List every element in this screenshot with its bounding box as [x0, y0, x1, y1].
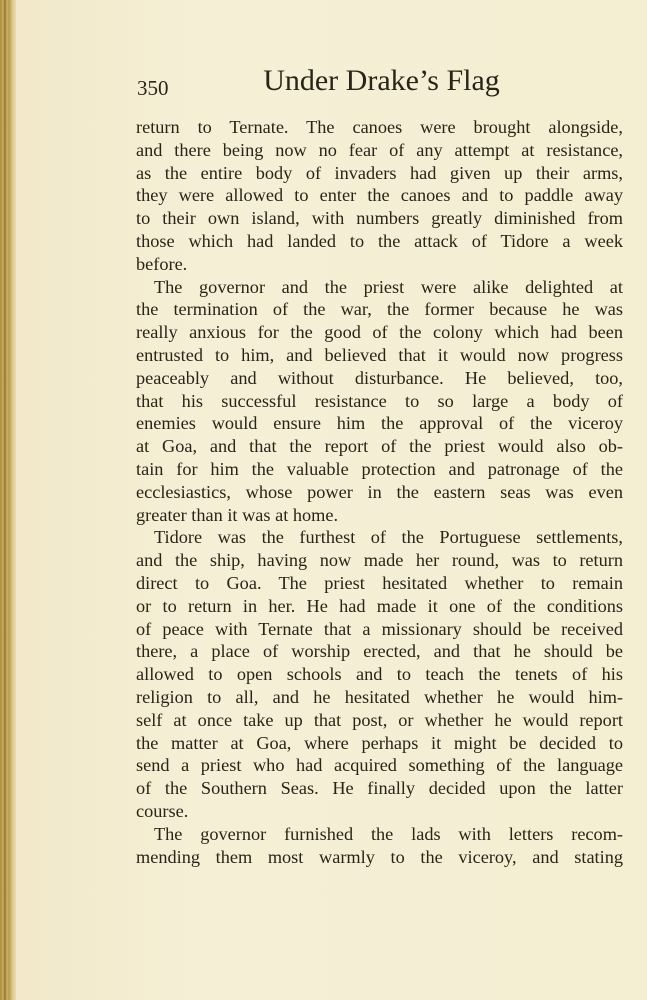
text-line: return to Ternate. The canoes were brought alongside,	[136, 117, 623, 137]
paragraph	[136, 823, 623, 869]
page-number: 350	[137, 76, 169, 100]
paragraph	[136, 276, 623, 527]
text-line: enemies would ensure him the approval of the viceroy	[136, 413, 623, 434]
text-line: entrusted to him, and believed that it would now progress	[136, 344, 623, 365]
text-line: they were allowed to enter the canoes and to paddle away	[136, 185, 623, 206]
text-line: religion to all, and he hesitated whether he would him-	[136, 686, 623, 707]
page-body-text	[136, 116, 623, 868]
text-line: and there being now no fear of any attempt at resistance,	[136, 139, 623, 160]
text-line: The governor and the priest were alike delighted at	[154, 276, 623, 297]
text-line: of the Southern Seas. He finally decided upon the latter	[136, 778, 623, 799]
text-line: before.	[136, 253, 188, 274]
text-line: those which had landed to the attack of Tidore a week	[136, 230, 623, 251]
text-line: Tidore was the furthest of the Portuguese settlements,	[154, 527, 623, 548]
text-line: The governor furnished the lads with letters recom-	[154, 823, 623, 844]
text-line: that his successful resistance to so large a body of	[136, 390, 623, 411]
text-line: at Goa, and that the report of the priest would also ob-	[136, 436, 623, 457]
text-line: and the ship, having now made her round, was to return	[136, 550, 623, 571]
text-line: the matter at Goa, where perhaps it might be decided to	[136, 732, 623, 753]
text-line: send a priest who had acquired something of the language	[136, 755, 623, 776]
text-line: direct to Goa. The priest hesitated whether to remain	[136, 572, 623, 593]
paragraph	[136, 526, 623, 822]
text-line: the termination of the war, the former because he was	[136, 299, 623, 320]
text-line: allowed to open schools and to teach the tenets of his	[136, 664, 623, 685]
text-line: peaceably and without disturbance. He believed, too,	[136, 367, 623, 388]
text-line: really anxious for the good of the colony which had been	[136, 322, 623, 343]
text-line: to their own island, with numbers greatly diminished from	[136, 208, 623, 229]
text-line: tain for him the valuable protection and patronage of the	[136, 458, 623, 479]
text-line: ecclesiastics, whose power in the eastern seas was even	[136, 481, 623, 502]
book-binding-edge	[0, 0, 16, 1000]
text-line: self at once take up that post, or whether he would report	[136, 709, 623, 730]
text-line: there, a place of worship erected, and that he should be	[136, 641, 623, 662]
page-header	[136, 64, 623, 104]
text-line: mending them most warmly to the viceroy, and stating	[136, 846, 623, 867]
text-line: as the entire body of invaders had given up their arms,	[136, 162, 623, 183]
running-title: Under Drake’s Flag	[263, 64, 500, 97]
text-line: of peace with Ternate that a missionary should be received	[136, 618, 623, 639]
text-line: or to return in her. He had made it one of the conditions	[136, 595, 623, 616]
text-line: course.	[136, 800, 189, 821]
paragraph	[136, 116, 623, 276]
text-line: greater than it was at home.	[136, 504, 339, 525]
